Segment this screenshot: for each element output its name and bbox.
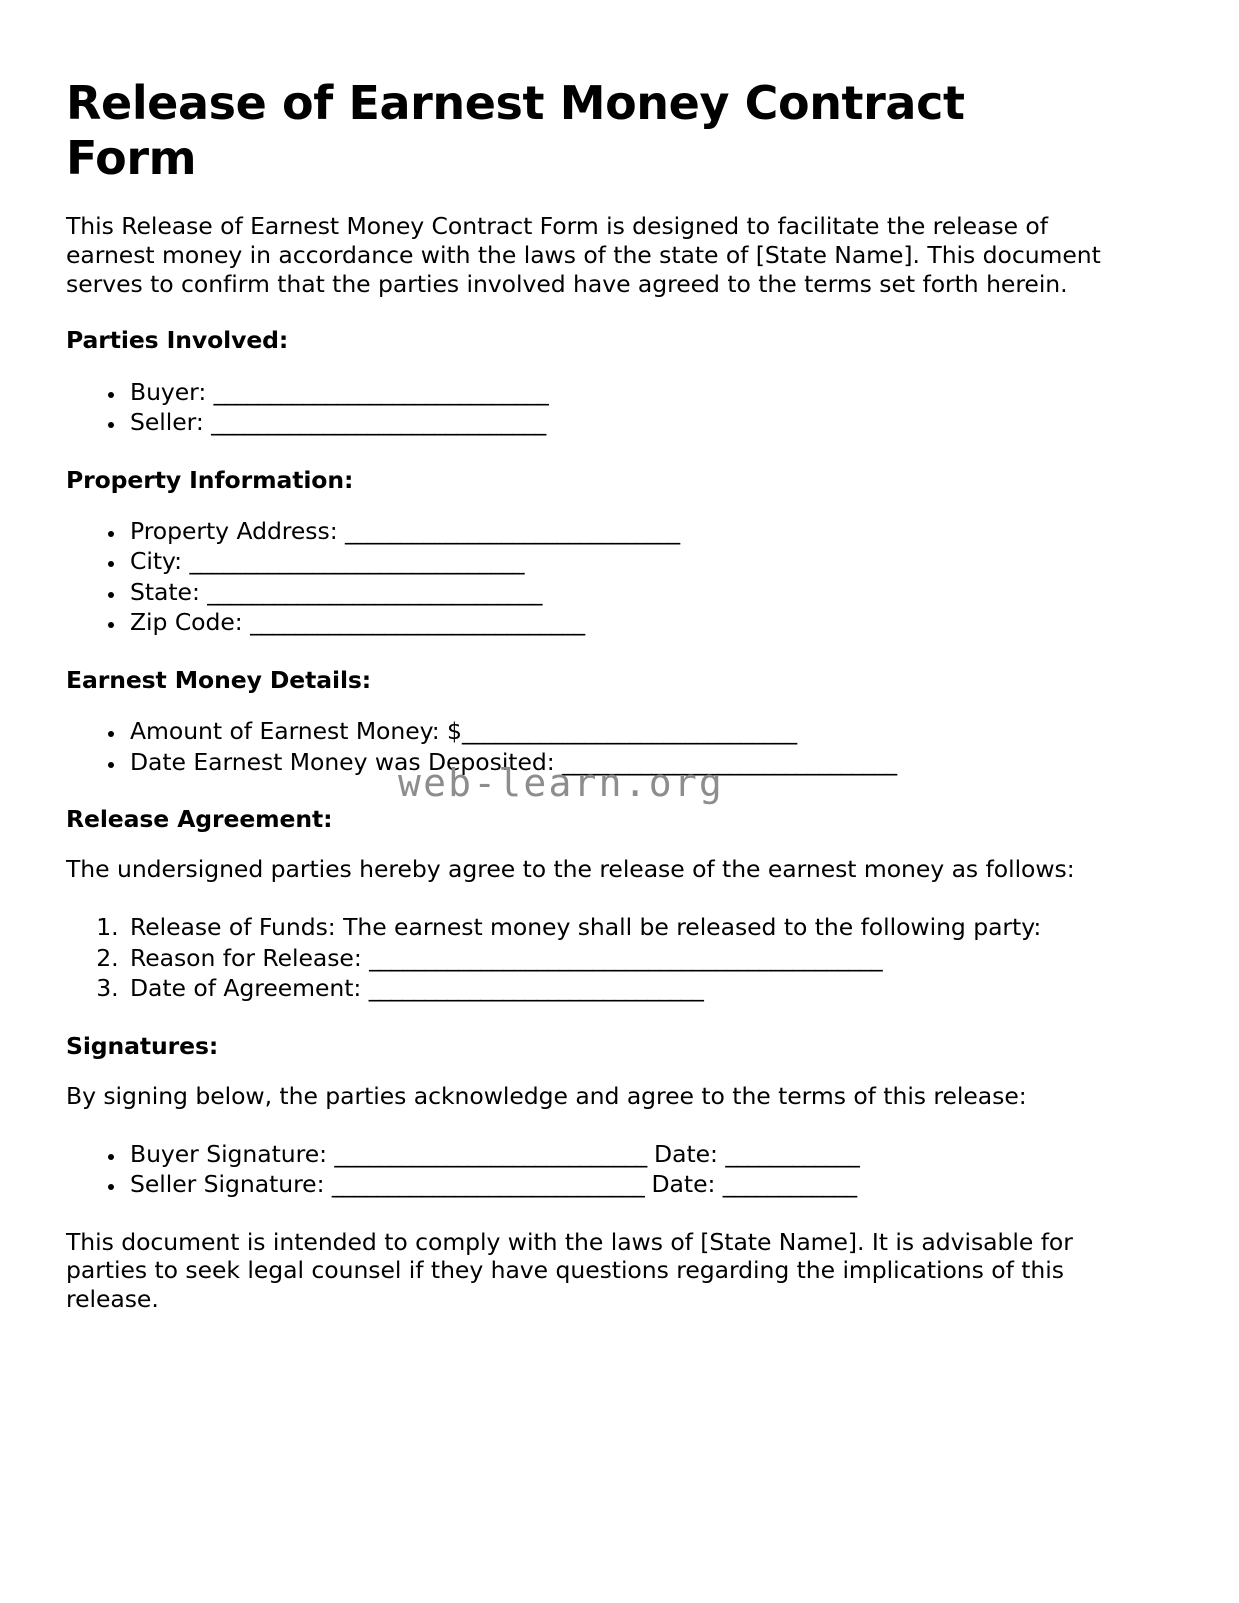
parties-involved-list	[66, 377, 1119, 438]
field-label: Seller Signature:	[130, 1170, 325, 1199]
field-label: City:	[130, 547, 183, 576]
page-title: Release of Earnest Money Contract Form	[66, 76, 965, 186]
field-blank-line[interactable]: ______________________________	[207, 577, 542, 606]
release-agreement-lead: The undersigned parties hereby agree to the release of the earnest money as follows:	[66, 855, 1075, 884]
intro-paragraph: This Release of Earnest Money Contract Form is designed to facilitate the release of earnest money in accordance with the laws of the state of [State Name]. This document serves to confirm that the parties involved have agreed to the terms set forth herein.	[66, 212, 1101, 298]
date-blank-line[interactable]: ____________	[722, 1170, 857, 1199]
date-label: Date:	[654, 1139, 718, 1168]
field-blank-line[interactable]: ______________________________	[211, 408, 546, 437]
list-item	[126, 546, 1119, 577]
closing-paragraph: This document is intended to comply with the laws of [State Name]. It is advisable for parties to seek legal counsel if they have questions regarding the implications of this release.	[66, 1227, 1073, 1314]
list-item	[126, 1139, 1119, 1170]
list-item	[126, 377, 1119, 408]
field-label: Buyer:	[130, 377, 207, 406]
field-blank-line[interactable]: ______________________________	[562, 747, 897, 776]
field-blank-line[interactable]: ______________________________	[345, 516, 680, 545]
field-blank-line[interactable]: ______________________________	[189, 547, 524, 576]
list-item	[126, 1169, 1119, 1200]
section-heading-release-agreement: Release Agreement:	[66, 805, 333, 834]
field-blank-line[interactable]: ______________________________	[213, 377, 549, 406]
section-heading-property-information: Property Information:	[66, 465, 354, 494]
list-item	[126, 943, 1119, 974]
site-watermark: web-learn.org	[398, 761, 725, 805]
field-label: State:	[130, 577, 200, 606]
field-label: Date Earnest Money was Deposited:	[130, 747, 555, 776]
list-item	[126, 577, 1119, 608]
field-label: Amount of Earnest Money: $	[130, 717, 462, 746]
field-label: Reason for Release:	[130, 943, 362, 972]
signature-blank-line[interactable]: ____________________________	[334, 1139, 647, 1168]
release-agreement-list	[66, 912, 1119, 1004]
signatures-list	[66, 1139, 1119, 1200]
list-item	[126, 607, 1119, 638]
date-blank-line[interactable]: ____________	[725, 1139, 860, 1168]
field-blank-line[interactable]: ______________________________	[250, 608, 585, 637]
list-item	[126, 912, 1119, 943]
field-blank-line[interactable]: ______________________________________________	[369, 943, 883, 972]
earnest-money-details-list	[66, 716, 1119, 777]
field-blank-line[interactable]: ______________________________	[461, 717, 797, 746]
field-label: Release of Funds: The earnest money shall be released to the following party:	[130, 913, 1042, 942]
field-label: Property Address:	[130, 516, 338, 545]
section-heading-earnest-money-details: Earnest Money Details:	[66, 666, 372, 694]
section-heading-signatures: Signatures:	[66, 1031, 219, 1060]
property-information-list	[66, 516, 1119, 638]
list-item	[126, 716, 1119, 747]
field-label: Seller:	[130, 408, 204, 437]
field-blank-line[interactable]: ______________________________	[368, 974, 704, 1003]
date-label: Date:	[651, 1170, 716, 1199]
signatures-lead: By signing below, the parties acknowledge and agree to the terms of this release:	[66, 1081, 1027, 1110]
field-label: Date of Agreement:	[130, 974, 362, 1003]
signature-blank-line[interactable]: ____________________________	[331, 1170, 645, 1199]
list-item	[126, 516, 1119, 547]
list-item	[126, 973, 1119, 1004]
list-item	[126, 747, 1119, 778]
field-label: Buyer Signature:	[130, 1139, 327, 1168]
list-item	[126, 407, 1119, 438]
section-heading-parties-involved: Parties Involved:	[66, 326, 289, 355]
field-label: Zip Code:	[130, 608, 243, 637]
